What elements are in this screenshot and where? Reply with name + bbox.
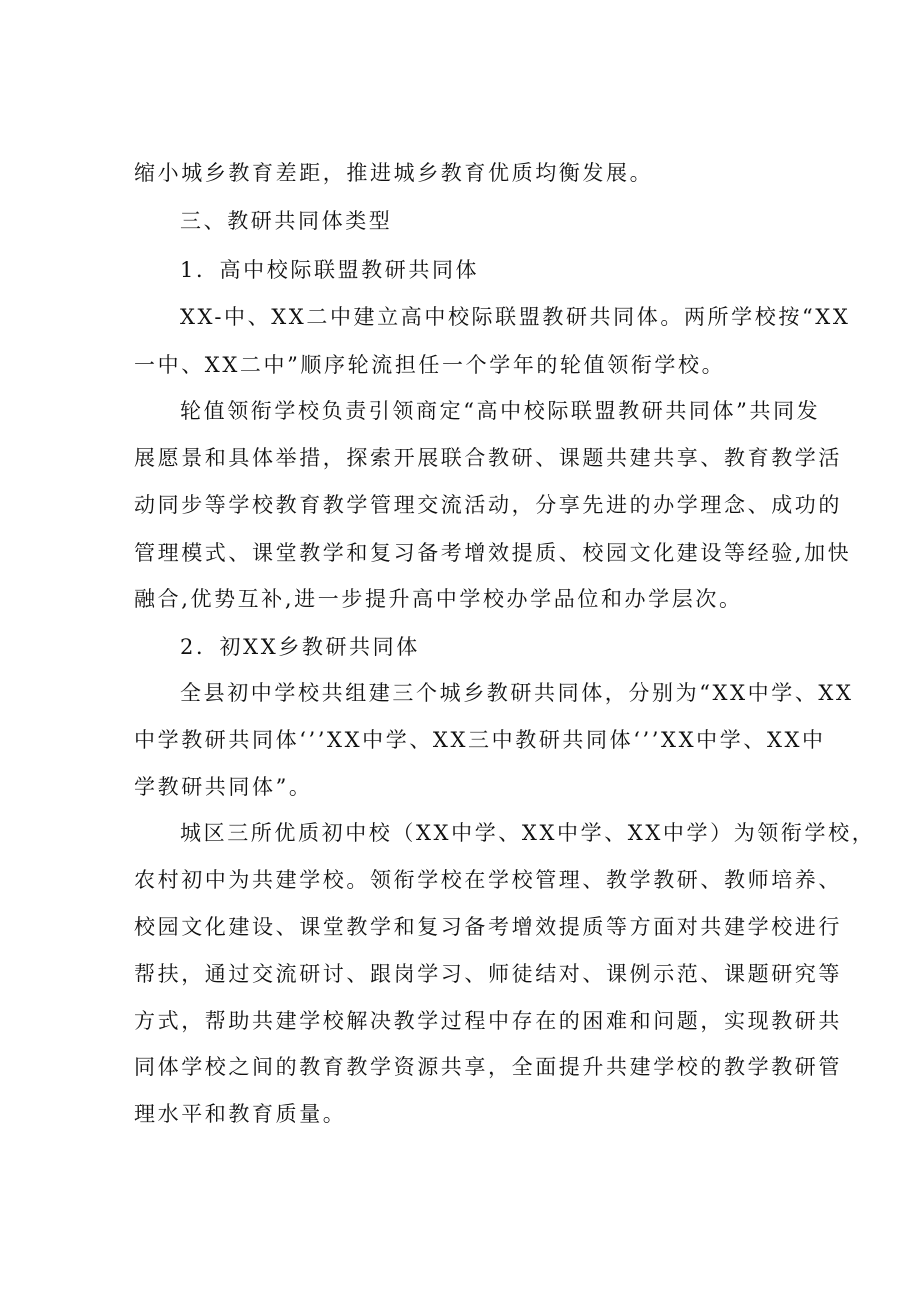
body-text-line: 校园文化建设、课堂教学和复习备考增效提质等方面对共建学校进行: [134, 915, 842, 939]
body-text-line: 缩小城乡教育差距，推进城乡教育优质均衡发展。: [134, 161, 654, 185]
subsection-heading: 2．初XX乡教研共同体: [180, 635, 420, 659]
body-text-line: 融合,优势互补,进一步提升高中学校办学品位和办学层次。: [134, 587, 743, 611]
body-text-line: 同体学校之间的教育教学资源共享，全面提升共建学校的教学教研管: [134, 1055, 842, 1079]
body-text-line: 动同步等学校教育教学管理交流活动，分享先进的办学理念、成功的: [134, 493, 842, 517]
body-text-line: 中学教研共同体‘’’XX中学、XX三中教研共同体‘’’XX中学、XX中: [134, 728, 826, 752]
section-heading: 三、教研共同体类型: [180, 209, 393, 233]
body-text-line: 全县初中学校共组建三个城乡教研共同体，分别为“XX中学、XX: [180, 681, 854, 705]
body-text-line: 方式，帮助共建学校解决教学过程中存在的困难和问题，实现教研共: [134, 1009, 842, 1033]
body-text-line: 轮值领衔学校负责引领商定“高中校际联盟教研共同体”共同发: [180, 399, 821, 423]
body-text-line: 管理模式、课堂教学和复习备考增效提质、校园文化建设等经验,加快: [134, 541, 852, 565]
body-text-line: 农村初中为共建学校。领衔学校在学校管理、教学教研、教师培养、: [134, 868, 842, 892]
body-text-line: XX-中、XX二中建立高中校际联盟教研共同体。两所学校按“XX: [180, 305, 851, 329]
subsection-heading: 1．高中校际联盟教研共同体: [180, 258, 480, 282]
body-text-line: 一中、XX二中”顺序轮流担任一个学年的轮值领衔学校。: [134, 353, 726, 377]
body-text-line: 城区三所优质初中校（XX中学、XX中学、XX中学）为领衔学校，: [180, 821, 876, 845]
body-text-line: 帮扶，通过交流研讨、跟岗学习、师徒结对、课例示范、课题研究等: [134, 962, 842, 986]
body-text-line: 学教研共同体”。: [134, 775, 313, 799]
body-text-line: 展愿景和具体举措，探索开展联合教研、课题共建共享、教育教学活: [134, 446, 842, 470]
body-text-line: 理水平和教育质量。: [134, 1102, 347, 1126]
